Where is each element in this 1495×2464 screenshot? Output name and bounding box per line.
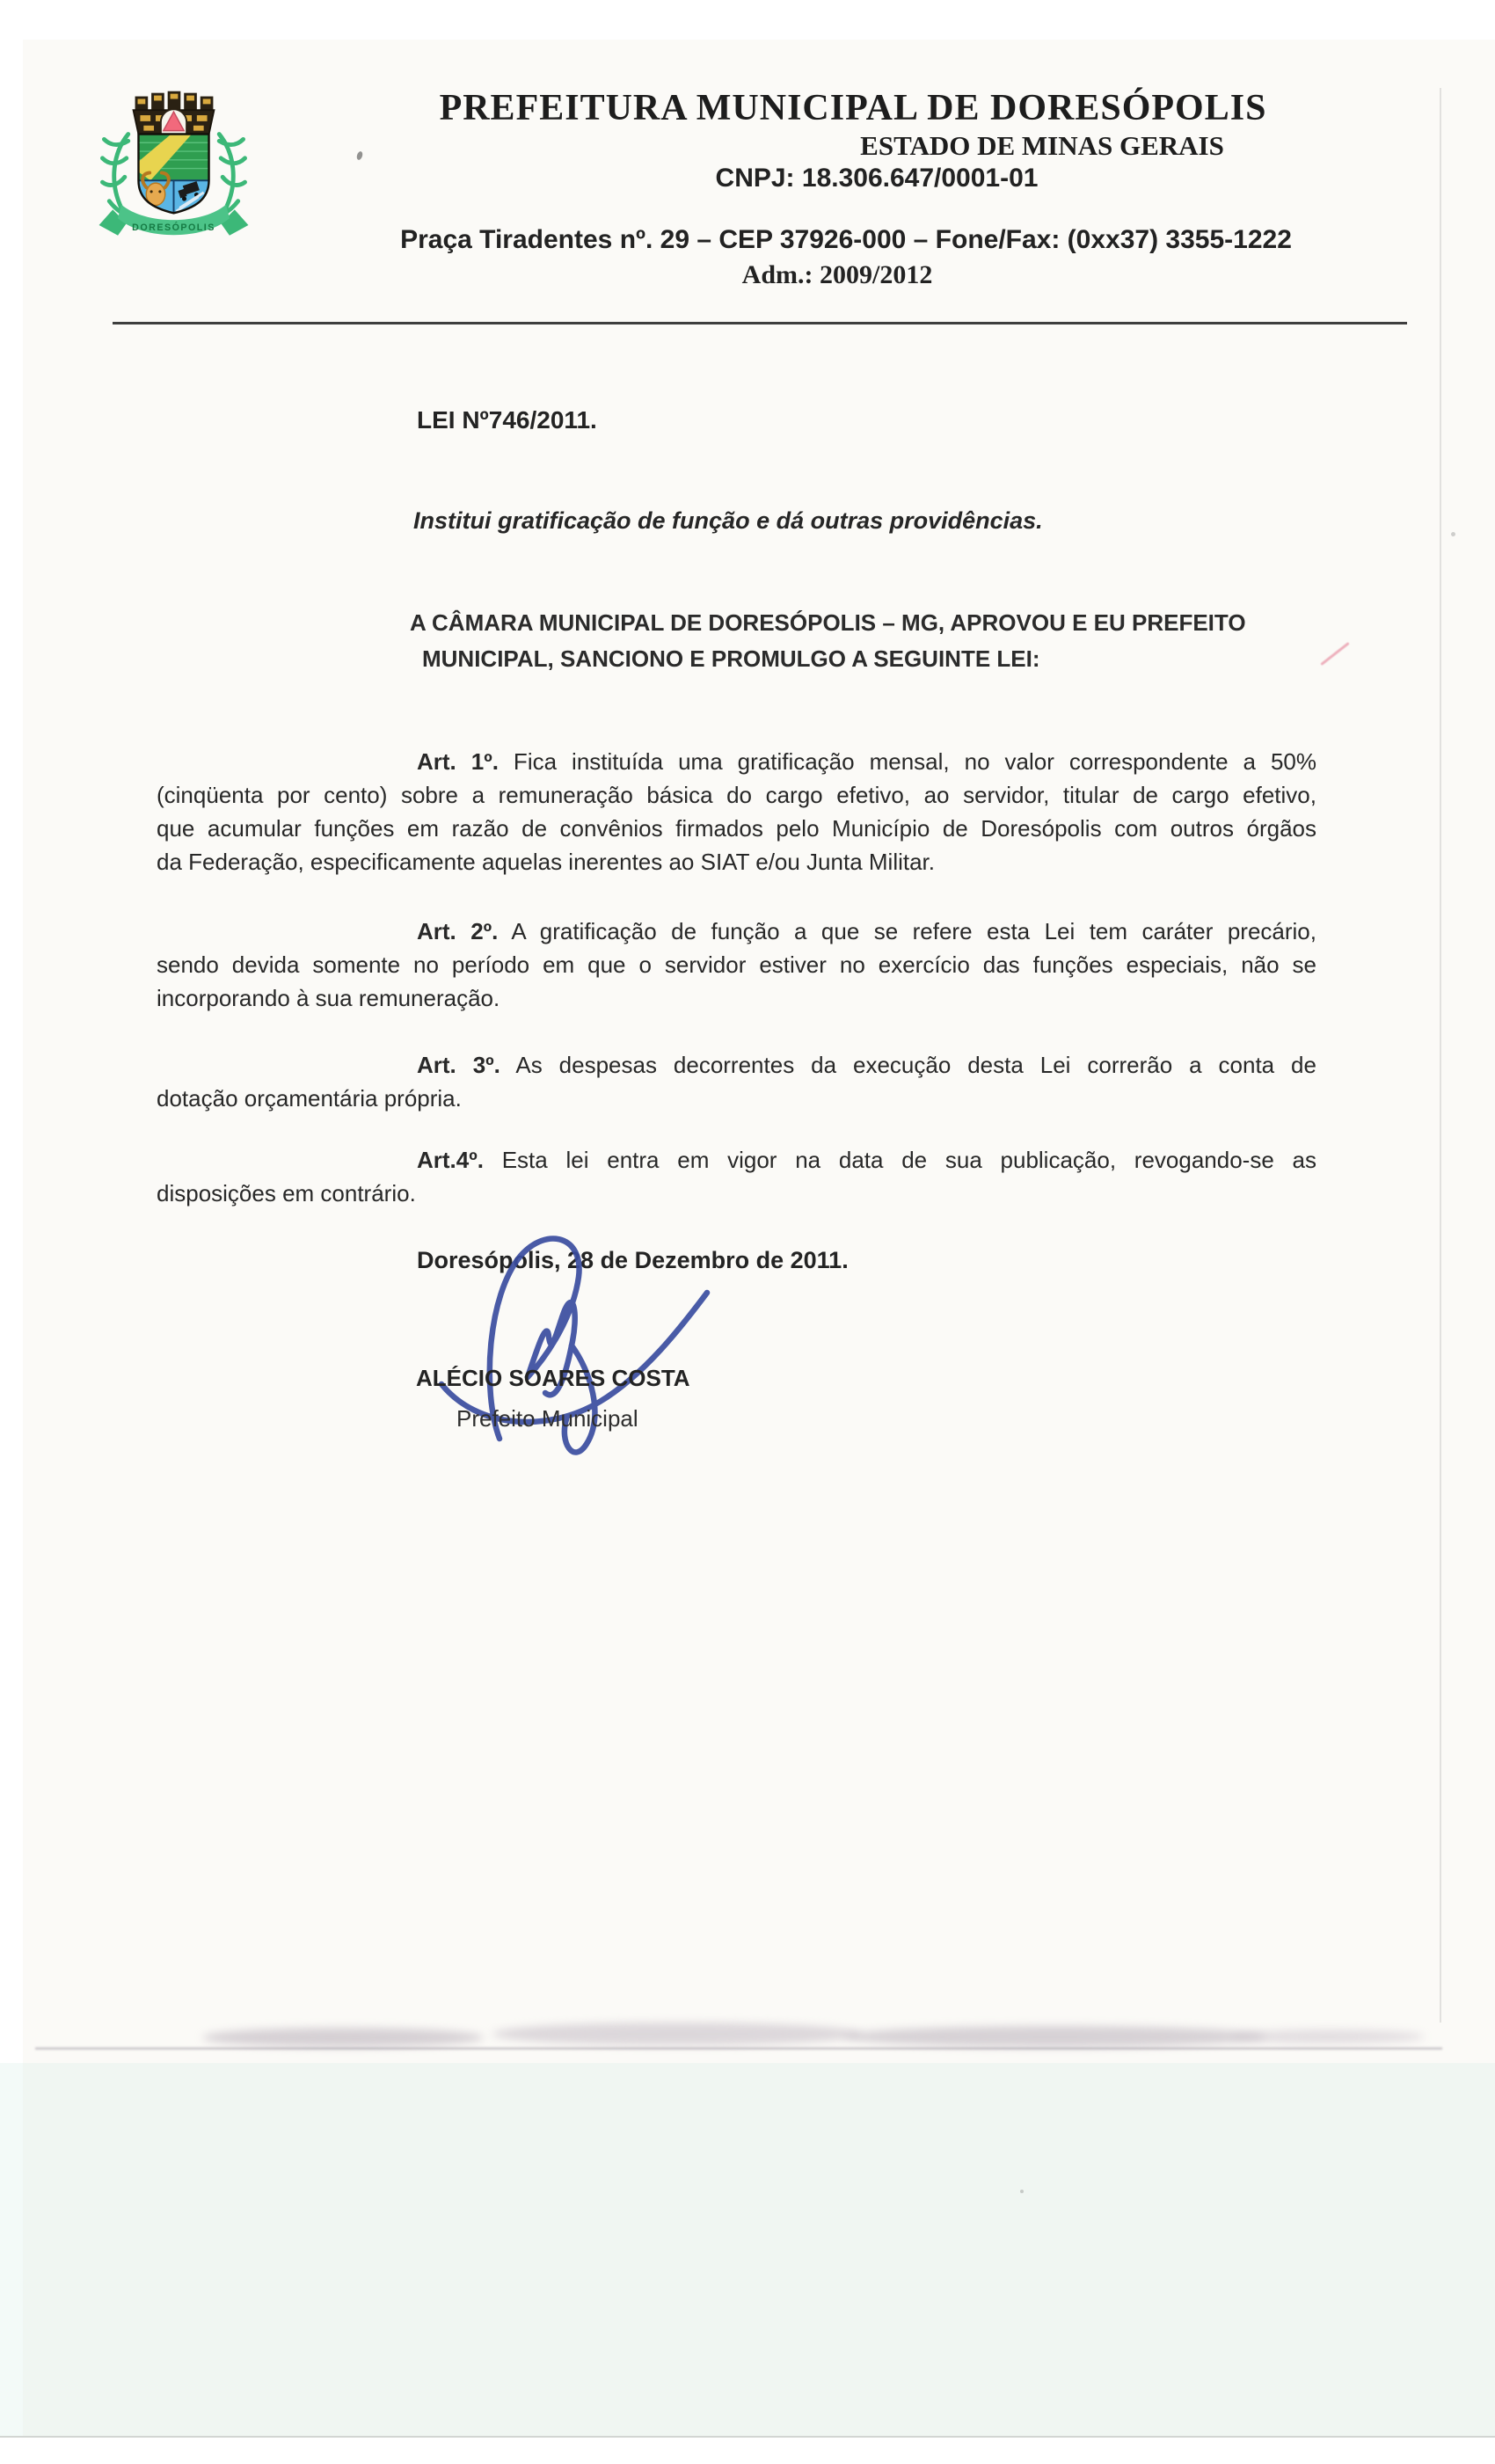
article-1	[157, 745, 1316, 878]
header-administration: Adm.: 2009/2012	[741, 260, 933, 289]
preamble-line: MUNICIPAL, SANCIONO E PROMULGO A SEGUINTE LEI:	[422, 645, 1040, 672]
header-state: ESTADO DE MINAS GERAIS	[860, 130, 1224, 161]
article-line: dotação orçamentária própria.	[157, 1085, 462, 1112]
header-cnpj: CNPJ: 18.306.647/0001-01	[715, 164, 1039, 193]
scan-edge-top	[0, 0, 1495, 40]
article-line: da Federação, especificamente aquelas inerentes ao SIAT e/ou Junta Militar.	[157, 849, 936, 875]
article-line: Art. 3º. As despesas decorrentes da execução desta Lei correrão a conta de	[417, 1052, 1316, 1078]
signer-name: ALÉCIO SOARES COSTA	[416, 1365, 690, 1391]
header-divider	[113, 322, 1407, 324]
article-label: Art. 2º.	[417, 918, 499, 944]
article-3	[157, 1048, 1316, 1115]
ink-speck	[356, 150, 364, 160]
article-2	[157, 915, 1316, 1015]
municipal-coat-of-arms	[84, 81, 264, 261]
article-line: sendo devida somente no período em que o servidor estiver no exercício das funções especiais, não se	[157, 951, 1316, 978]
article-line: (cinqüenta por cento) sobre a remuneração básica do cargo efetivo, ao servidor, titular de cargo efetivo,	[157, 782, 1316, 808]
law-number: LEI Nº746/2011.	[417, 406, 597, 434]
article-4	[157, 1143, 1316, 1210]
dust-speck	[1020, 2190, 1024, 2193]
signature-ink	[412, 1212, 746, 1476]
article-label: Art.4º.	[417, 1147, 484, 1173]
article-label: Art. 1º.	[417, 748, 499, 775]
signer-title: Prefeito Municipal	[456, 1405, 638, 1432]
article-label: Art. 3º.	[417, 1052, 500, 1078]
law-subject: Institui gratificação de função e dá outras providências.	[413, 507, 1043, 534]
crest-banner-text: DORESÓPOLIS	[132, 222, 215, 233]
crest-shield	[138, 135, 208, 214]
header-municipality: PREFEITURA MUNICIPAL DE DORESÓPOLIS	[439, 88, 1267, 128]
paper-tint-lower	[0, 2063, 1495, 2436]
law-preamble	[410, 605, 1246, 677]
crease-smudge-band	[0, 2019, 1495, 2067]
article-line: disposições em contrário.	[157, 1180, 416, 1206]
article-line: que acumular funções em razão de convênios firmados pelo Município de Doresópolis com outros órgãos	[157, 815, 1316, 842]
article-line: Art. 2º. A gratificação de função a que se refere esta Lei tem caráter precário,	[417, 918, 1316, 944]
article-line: Art. 1º. Fica instituída uma gratificação mensal, no valor correspondente a 50%	[417, 748, 1316, 775]
article-line: incorporando à sua remuneração.	[157, 985, 500, 1011]
article-line: Art.4º. Esta lei entra em vigor na data de sua publicação, revogando-se as	[417, 1147, 1316, 1173]
preamble-line: A CÂMARA MUNICIPAL DE DORESÓPOLIS – MG, APROVOU E EU PREFEITO	[410, 609, 1246, 636]
page-fold-line	[1440, 88, 1441, 2023]
header-address: Praça Tiradentes nº. 29 – CEP 37926-000 – Fone/Fax: (0xx37) 3355-1222	[400, 225, 1292, 254]
pink-pen-mark	[1320, 642, 1349, 666]
page-bottom-edge	[0, 2436, 1495, 2464]
crest-mural-crown	[134, 91, 215, 135]
dust-speck	[1451, 532, 1455, 536]
dateline: Doresópolis, 28 de Dezembro de 2011.	[417, 1247, 849, 1273]
